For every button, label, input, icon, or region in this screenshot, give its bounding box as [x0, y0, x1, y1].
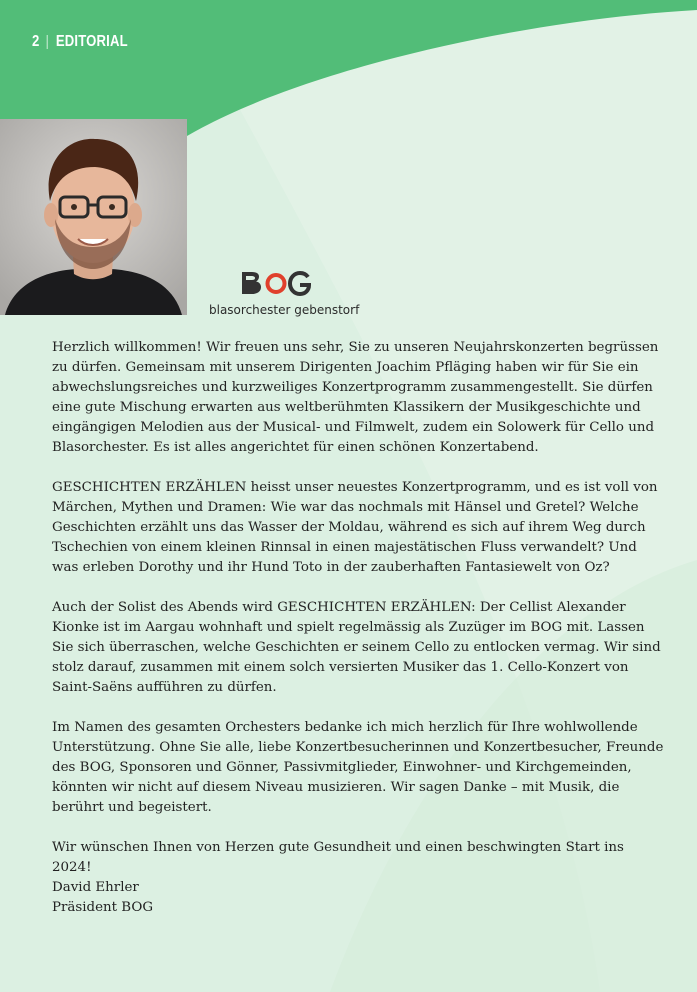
signature-title: Präsident BOG — [52, 900, 154, 915]
paragraph: GESCHICHTEN ERZÄHLEN heisst unser neuestes Konzertprogramm, und es ist voll von Märchen, Mythen und Dramen: Wie war das nochmals mit Hänsel und Gretel? Welche Geschichten erzählt uns das Wasser der Moldau, während es sich auf ihrem Weg durch Tschechien von einem kleinen Rinnsal in einen majestätischen Fluss verwandelt? Und was erleben Dorothy und ihr Hund Toto in der zauberhaften Fantasiewelt von Oz? — [52, 480, 658, 575]
signature — [52, 878, 153, 918]
section-title: EDITORIAL — [55, 33, 128, 50]
paragraph: Wir wünschen Ihnen von Herzen gute Gesundheit und einen beschwingten Start ins 2024! — [52, 840, 624, 875]
portrait-illustration — [0, 119, 187, 315]
paragraph: Auch der Solist des Abends wird GESCHICHTEN ERZÄHLEN: Der Cellist Alexander Kionke ist im Aargau wohnhaft und spielt regelmässig als Zuzüger im BOG mit. Lassen Sie sich überraschen, welche Geschichten er seinem Cello zu entlocken vermag. Wir sind stolz darauf, zusammen mit einem solch versierten Musiker das 1. Cello-Konzert von Saint-Saëns aufführen zu dürfen. — [52, 600, 661, 695]
signature-name: David Ehrler — [52, 880, 139, 895]
editorial-body — [52, 338, 664, 898]
header-divider — [47, 35, 48, 49]
page-header — [32, 33, 128, 51]
logo-tagline: blasorchester gebenstorf — [209, 303, 360, 317]
paragraph: Im Namen des gesamten Orchesters bedanke ich mich herzlich für Ihre wohlwollende Unterstützung. Ohne Sie alle, liebe Konzertbesucherinnen und Konzertbesucher, Freunde des BOG, Sponsoren und Gönner, Passivmitglieder, Einwohner- und Kirchgemeinden, könnten wir nicht auf diesem Niveau musizieren. Wir sagen Danke – mit Musik, die berührt und begeistert. — [52, 720, 664, 815]
page-number: 2 — [32, 33, 40, 50]
portrait-photo — [0, 119, 187, 315]
paragraph: Herzlich willkommen! Wir freuen uns sehr, Sie zu unseren Neujahrskonzerten begrüssen zu dürfen. Gemeinsam mit unserem Dirigenten Joachim Pfläging haben wir für Sie ein abwechslungsreiches und kurzweiliges Konzertprogramm zusammengestellt. Sie dürfen eine gute Mischung erwarten aus weltberühmten Klassikern der Musikgeschichte und eingängigen Melodien aus der Musical- und Filmwelt, zudem ein Solowerk für Cello und Blasorchester. Es ist alles angerichtet für einen schönen Konzertabend. — [52, 340, 659, 455]
